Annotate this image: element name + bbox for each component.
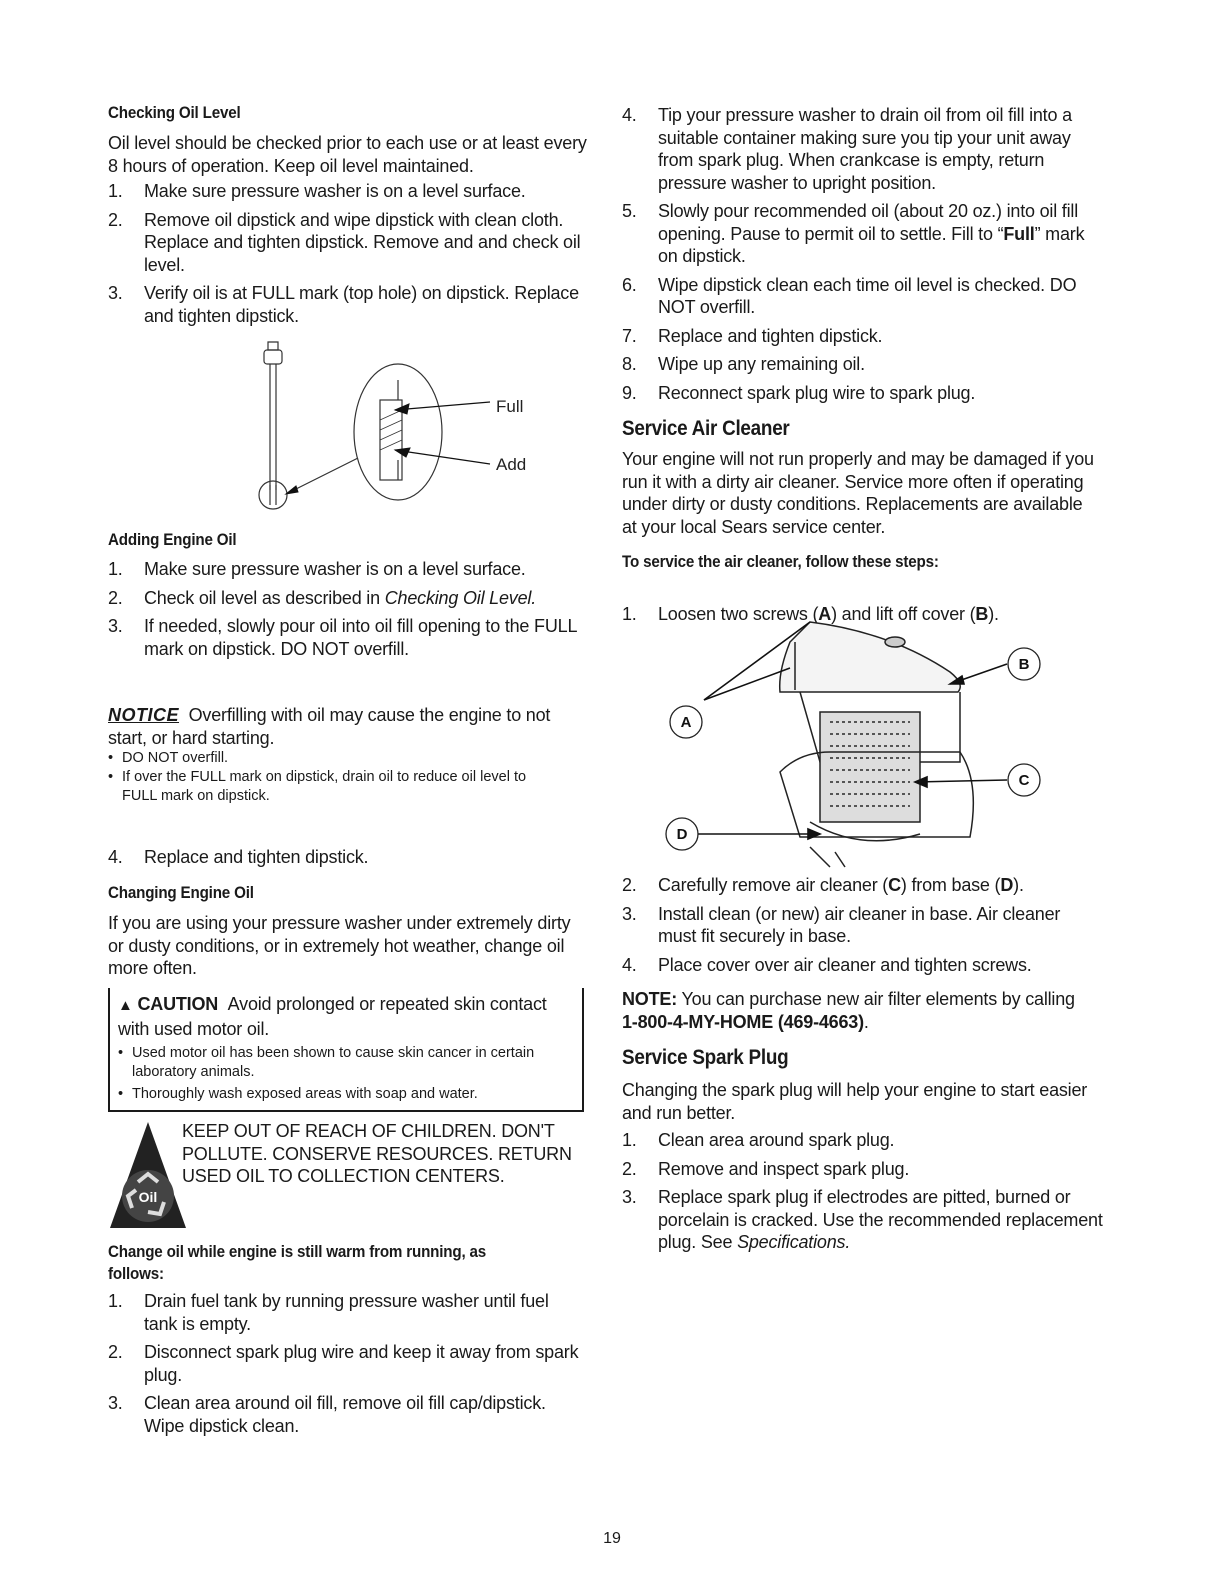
caution-word: CAUTION — [137, 994, 219, 1014]
list-item: 4. Tip your pressure washer to drain oil from oil fill into a suitable container making sure you tip your unit away from spark plug. When crankcase is empty, return pressure washer to upright position. — [622, 105, 1072, 193]
dipstick-figure — [250, 340, 540, 520]
list-item: 7. Replace and tighten dipstick. — [622, 325, 883, 346]
list-item: 3. Clean area around oil fill, remove oil fill cap/dipstick. Wipe dipstick clean. — [108, 1393, 546, 1436]
full-label: Full — [496, 397, 524, 416]
add-label: Add — [496, 455, 527, 474]
list-item: 2. Carefully remove air cleaner (C) from base (D). — [622, 875, 1024, 895]
checking-intro: Oil level should be checked prior to each use or at least every 8 hours of operation. Keep oil level maintained. — [108, 133, 587, 176]
checking-oil-level-heading: Checking Oil Level — [108, 104, 241, 122]
list-item: 2. Check oil level as described in Checking Oil Level. — [108, 587, 537, 608]
air-cleaner-steps — [622, 874, 1112, 976]
list-item: 1. Make sure pressure washer is on a level surface. — [108, 559, 526, 579]
warning-icon: ▲ — [118, 997, 133, 1014]
list-item: 1. Loosen two screws (A) and lift off cover (B). — [622, 603, 999, 624]
list-item: 2. Remove and inspect spark plug. — [622, 1158, 910, 1179]
list-item: 3. Replace spark plug if electrodes are pitted, burned or porcelain is cracked. Use the recommended replacement plug. See Specifications. — [622, 1187, 1103, 1252]
list-item: 3. If needed, slowly pour oil into oil fill opening to the FULL mark on dipstick. DO NOT overfill. — [108, 616, 578, 659]
callout-c: C — [1018, 772, 1030, 789]
list-item: 1. Make sure pressure washer is on a level surface. — [108, 181, 526, 201]
list-item: 3. Install clean (or new) air cleaner in base. Air cleaner must fit securely in base. — [622, 903, 1061, 946]
list-item: 2. Remove oil dipstick and wipe dipstick with clean cloth. Replace and tighten dipstick. Remove and and check oil level. — [108, 209, 581, 275]
callout-b: B — [1018, 656, 1030, 673]
warm-steps — [108, 1290, 598, 1437]
adding-engine-oil-heading: Adding Engine Oil — [108, 531, 237, 549]
service-spark-plug-heading: Service Spark Plug — [622, 1046, 789, 1069]
list-item: 2. Disconnect spark plug wire and keep it away from spark plug. — [108, 1342, 579, 1385]
phone-number: 1-800-4-MY-HOME (469-4663) — [622, 1011, 864, 1032]
air-cleaner-intro: Your engine will not run properly and may be damaged if you run it with a dirty air cleaner. Service more often if operating under dirty or dusty conditions. Replacements are available at your local Sears service center. — [622, 449, 1094, 537]
checking-steps — [108, 180, 598, 327]
callout-a: A — [680, 714, 692, 731]
recycle-text: KEEP OUT OF REACH OF CHILDREN. DON'T POLLUTE. CONSERVE RESOURCES. RETURN USED OIL TO COLLECTION CENTERS. — [182, 1121, 572, 1186]
warm-engine-heading: Change oil while engine is still warm from running, as follows: — [108, 1243, 487, 1283]
list-item: 3. Verify oil is at FULL mark (top hole) on dipstick. Replace and tighten dipstick. — [108, 283, 579, 326]
note-label: NOTE: — [622, 989, 677, 1009]
changing-intro: If you are using your pressure washer under extremely dirty or dusty conditions, or in extremely hot weather, change oil more often. — [108, 913, 571, 978]
oil-change-steps-continued — [622, 104, 1112, 404]
notice-block: NOTICE Overfilling with oil may cause the engine to not start, or hard starting. • DO NOT overfill. • If over the FULL mark on dipstick, drain oil to reduce oil level to FULL mark on dipstick. — [108, 704, 598, 806]
changing-engine-oil-heading: Changing Engine Oil — [108, 884, 254, 902]
list-item: 1. Drain fuel tank by running pressure washer until fuel tank is empty. — [108, 1291, 549, 1334]
list-item: 8. Wipe up any remaining oil. — [622, 354, 865, 374]
air-cleaner-subheading: To service the air cleaner, follow these steps: — [622, 553, 939, 571]
recycle-oil-icon — [108, 1120, 188, 1230]
list-item: 6. Wipe dipstick clean each time oil level is checked. DO NOT overfill. — [622, 274, 1077, 317]
list-item: 1. Clean area around spark plug. — [622, 1130, 895, 1150]
notice-word: NOTICE — [108, 705, 180, 725]
air-filter-note: NOTE: You can purchase new air filter elements by calling 1-800-4-MY-HOME (469-4663). — [622, 989, 1075, 1032]
air-cleaner-figure — [660, 612, 1050, 874]
spark-plug-steps — [622, 1129, 1112, 1254]
list-item: 4. Replace and tighten dipstick. — [108, 847, 369, 867]
callout-d: D — [676, 826, 688, 843]
list-item: 9. Reconnect spark plug wire to spark plug. — [622, 382, 976, 403]
caution-content: ▲ CAUTION Avoid prolonged or repeated skin contact with used motor oil. • Used motor oil has been shown to cause skin cancer in certain laboratory animals. • Thoroughly wash exposed areas with soap and water. — [118, 993, 578, 1104]
list-item: 5. Slowly pour recommended oil (about 20 oz.) into oil fill opening. Pause to permit oil to settle. Fill to “Full” mark on dipstick. — [622, 201, 1085, 266]
oil-logo-text: Oil — [138, 1189, 158, 1205]
page-number: 19 — [603, 1530, 621, 1547]
list-item: 4. Place cover over air cleaner and tighten screws. — [622, 954, 1032, 975]
spark-plug-intro: Changing the spark plug will help your engine to start easier and run better. — [622, 1080, 1088, 1123]
service-air-cleaner-heading: Service Air Cleaner — [622, 417, 790, 440]
adding-steps — [108, 558, 598, 660]
